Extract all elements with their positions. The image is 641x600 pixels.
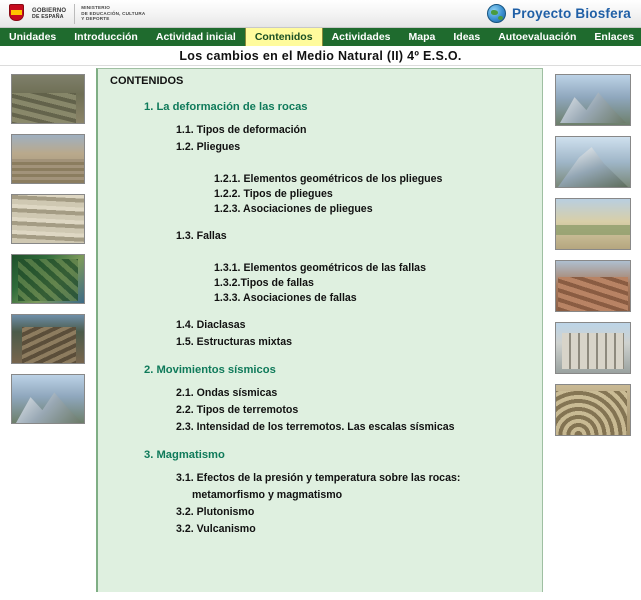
- main-navigation: [0, 28, 641, 46]
- toc-item-1-3[interactable]: 1.3. Fallas: [176, 230, 227, 242]
- nav-item-introduccion[interactable]: Introducción: [74, 31, 138, 43]
- ministry-label: [81, 5, 145, 22]
- toc-spacer: [114, 217, 532, 227]
- site-header: [0, 0, 641, 28]
- toc-item-1-3-1[interactable]: 1.3.1. Elementos geométricos de las fallas: [214, 262, 426, 274]
- right-thumbnail-column: [545, 68, 641, 599]
- toc-spacer: [114, 306, 532, 316]
- thumbnail-rock-outcrop[interactable]: [11, 74, 85, 124]
- toc-item-1-2-3[interactable]: 1.2.3. Asociaciones de pliegues: [214, 203, 373, 215]
- toc-heading-3[interactable]: 3. Magmatismo: [144, 449, 225, 461]
- header-divider: [74, 4, 75, 24]
- brand-logo[interactable]: [487, 4, 631, 23]
- toc-spacer: [114, 157, 532, 171]
- nav-item-enlaces[interactable]: Enlaces: [594, 31, 635, 43]
- ministry-label-line1: MINISTERIO: [81, 5, 111, 11]
- nav-item-actividad-inicial[interactable]: Actividad inicial: [155, 31, 236, 43]
- government-label-line1: GOBIERNO: [32, 7, 67, 14]
- toc-item-3-2-plutonismo[interactable]: 3.2. Plutonismo: [176, 506, 255, 518]
- toc-item-3-1[interactable]: 3.1. Efectos de la presión y temperatura sobre las rocas:: [176, 472, 461, 484]
- toc-item-1-3-3[interactable]: 1.3.3. Asociaciones de fallas: [214, 292, 357, 304]
- toc-item-1-3-2[interactable]: 1.3.2.Tipos de fallas: [214, 277, 314, 289]
- toc-item-2-3[interactable]: 2.3. Intensidad de los terremotos. Las escalas sísmicas: [176, 421, 455, 433]
- toc-item-2-1[interactable]: 2.1. Ondas sísmicas: [176, 387, 278, 399]
- nav-item-ideas[interactable]: Ideas: [453, 31, 481, 43]
- thumbnail-satellite-view[interactable]: [11, 254, 85, 304]
- page-body: [0, 66, 641, 599]
- content-section-label: CONTENIDOS: [110, 75, 184, 87]
- government-label: [32, 8, 66, 20]
- nav-item-unidades[interactable]: Unidades: [9, 31, 57, 43]
- content-panel: [96, 68, 543, 593]
- globe-icon: [487, 4, 506, 23]
- thumbnail-mountain-range[interactable]: [555, 74, 631, 126]
- toc-heading-1[interactable]: 1. La deformación de las rocas: [144, 101, 308, 113]
- thumbnail-rock-strata[interactable]: [11, 194, 85, 244]
- table-of-contents: [108, 101, 532, 537]
- page-title-bar: [0, 46, 641, 66]
- toc-item-2-2[interactable]: 2.2. Tipos de terremotos: [176, 404, 299, 416]
- government-label-line2: DE ESPAÑA: [32, 13, 64, 20]
- ministry-label-line2: DE EDUCACIÓN, CULTURA: [81, 10, 146, 16]
- thumbnail-coastal-cliff[interactable]: [11, 314, 85, 364]
- brand-name: Proyecto Biosfera: [512, 6, 631, 21]
- thumbnail-folded-strata[interactable]: [555, 384, 631, 436]
- thumbnail-damaged-building[interactable]: [555, 322, 631, 374]
- toc-item-1-2-2[interactable]: 1.2.2. Tipos de pliegues: [214, 188, 333, 200]
- left-thumbnail-column: [0, 68, 96, 599]
- nav-item-contenidos[interactable]: Contenidos: [245, 28, 323, 46]
- toc-item-3-2-vulcanismo[interactable]: 3.2. Vulcanismo: [176, 523, 256, 535]
- nav-item-mapa[interactable]: Mapa: [408, 31, 436, 43]
- page-title: Los cambios en el Medio Natural (II) 4º E.S.O.: [179, 48, 462, 63]
- toc-item-3-1-cont: metamorfismo y magmatismo: [192, 489, 343, 501]
- toc-item-1-4[interactable]: 1.4. Diaclasas: [176, 319, 246, 331]
- thumbnail-red-mountain[interactable]: [555, 260, 631, 312]
- thumbnail-wide-plain[interactable]: [555, 198, 631, 250]
- thumbnail-snow-mountains[interactable]: [11, 374, 85, 424]
- toc-item-1-2-1[interactable]: 1.2.1. Elementos geométricos de los pliegues: [214, 173, 443, 185]
- toc-item-1-2[interactable]: 1.2. Pliegues: [176, 141, 241, 153]
- toc-item-1-5[interactable]: 1.5. Estructuras mixtas: [176, 336, 292, 348]
- ministry-label-line3: Y DEPORTE: [81, 16, 110, 22]
- toc-heading-2[interactable]: 2. Movimientos sísmicos: [144, 364, 276, 376]
- toc-spacer: [114, 246, 532, 260]
- thumbnail-snow-peak[interactable]: [555, 136, 631, 188]
- nav-item-actividades[interactable]: Actividades: [331, 31, 391, 43]
- thumbnail-arid-landscape[interactable]: [11, 134, 85, 184]
- footer-strip: [0, 592, 641, 600]
- nav-item-autoevaluacion[interactable]: Autoevaluación: [498, 31, 577, 43]
- toc-item-1-1[interactable]: 1.1. Tipos de deformación: [176, 124, 307, 136]
- spain-coat-of-arms-icon: [6, 2, 28, 26]
